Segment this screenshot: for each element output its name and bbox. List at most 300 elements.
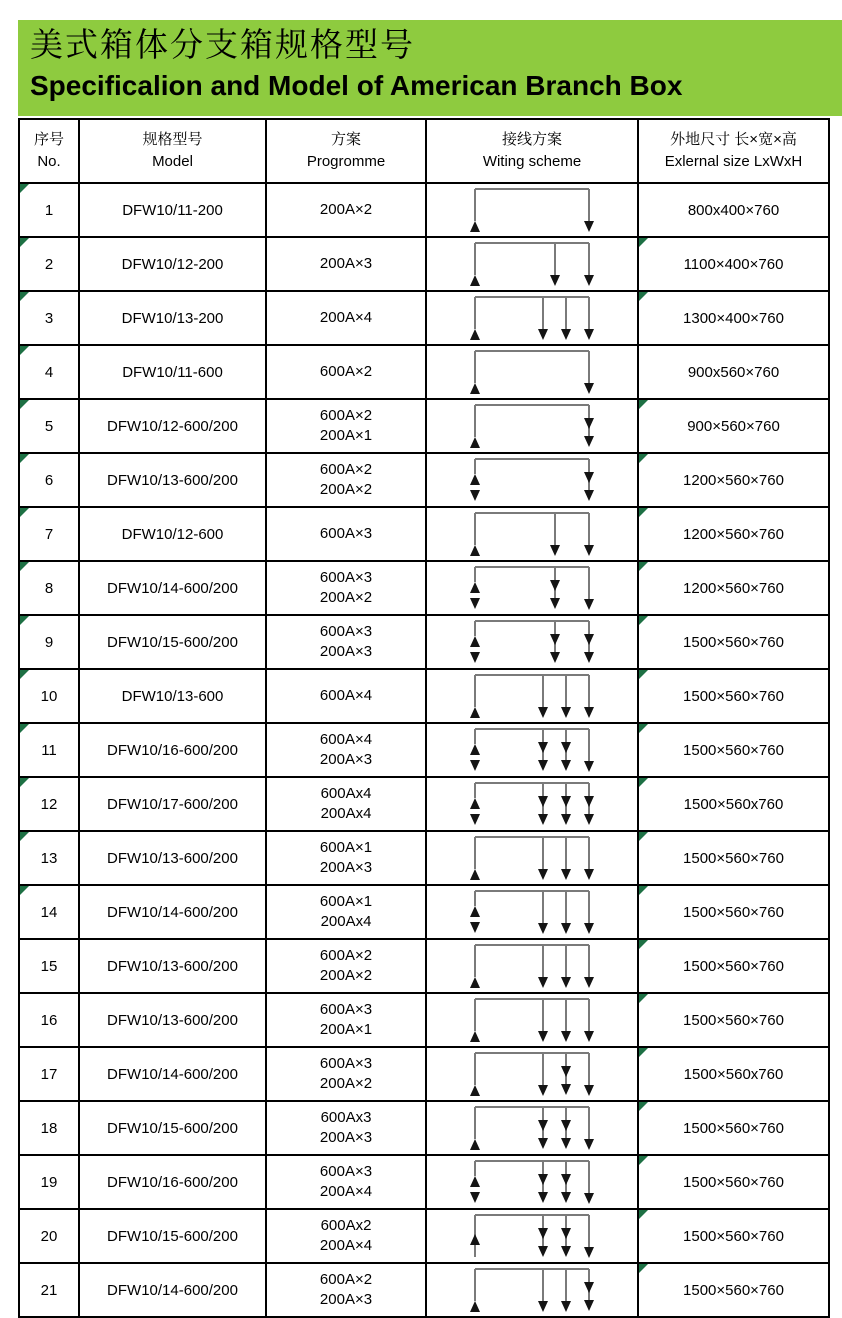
size-cell: [638, 993, 829, 1047]
no-cell: [19, 291, 79, 345]
wiring-cell: [426, 885, 638, 939]
model-cell: [79, 507, 266, 561]
size-cell: [638, 777, 829, 831]
programme-line: 600A×3: [319, 569, 373, 586]
model-value: DFW10/14-600/200: [107, 1281, 238, 1299]
wiring-cell: [426, 1209, 638, 1263]
cell-corner-marker: [639, 778, 648, 787]
wiring-diagram-graphic: [467, 1048, 597, 1100]
wiring-diagram-graphic: [467, 184, 597, 236]
cell-corner-marker: [20, 724, 29, 733]
no-cell: [19, 1209, 79, 1263]
cell-corner-marker: [20, 886, 29, 895]
model-cell: [79, 561, 266, 615]
cell-corner-marker: [639, 1048, 648, 1057]
size-cell: [638, 345, 829, 399]
programme-cell: [266, 1047, 426, 1101]
no-cell: [19, 615, 79, 669]
wiring-cell: [426, 831, 638, 885]
row-number: 17: [40, 1065, 58, 1083]
cell-corner-marker: [639, 670, 648, 679]
size-cell: [638, 723, 829, 777]
table-row-14: [19, 885, 829, 939]
wiring-diagram-graphic: [467, 616, 597, 668]
no-cell: [19, 669, 79, 723]
wiring-cell: [426, 453, 638, 507]
spec-table-body: [19, 183, 829, 1317]
programme-line: 600A×2: [319, 407, 373, 424]
table-row-13: [19, 831, 829, 885]
size-cell: [638, 1209, 829, 1263]
table-row-21: [19, 1263, 829, 1317]
model-value: DFW10/16-600/200: [107, 1173, 238, 1191]
programme-line: 200A×3: [319, 859, 373, 876]
table-row-3: [19, 291, 829, 345]
row-number: 9: [44, 633, 54, 651]
no-cell: [19, 399, 79, 453]
size-cell: [638, 237, 829, 291]
programme-line: 600A×3: [319, 1055, 373, 1072]
row-number: 18: [40, 1119, 58, 1137]
row-number: 12: [40, 795, 58, 813]
wiring-diagram-graphic: [467, 508, 597, 560]
table-row-1: [19, 183, 829, 237]
model-value: DFW10/13-600: [121, 687, 224, 705]
programme-cell: [266, 669, 426, 723]
cell-corner-marker: [639, 562, 648, 571]
model-cell: [79, 1209, 266, 1263]
model-value: DFW10/13-600/200: [107, 849, 238, 867]
wiring-diagram-graphic: [467, 940, 597, 992]
no-cell: [19, 345, 79, 399]
header-no-en: No.: [37, 153, 61, 170]
row-number: 11: [41, 741, 57, 759]
table-row-10: [19, 669, 829, 723]
row-number: 21: [40, 1281, 58, 1299]
size-cell: [638, 615, 829, 669]
model-cell: [79, 1047, 266, 1101]
size-value: 800x400×760: [687, 201, 780, 219]
header-no: [19, 119, 79, 183]
table-row-17: [19, 1047, 829, 1101]
model-value: DFW10/17-600/200: [107, 795, 238, 813]
cell-corner-marker: [639, 1264, 648, 1273]
size-cell: [638, 183, 829, 237]
header-size-zh: 外地尺寸 长×宽×高: [670, 131, 797, 148]
row-number: 6: [44, 471, 54, 489]
wiring-cell: [426, 939, 638, 993]
wiring-cell: [426, 669, 638, 723]
programme-line: 200Ax4: [320, 805, 372, 822]
row-number: 3: [44, 309, 54, 327]
wiring-cell: [426, 183, 638, 237]
model-value: DFW10/16-600/200: [107, 741, 238, 759]
wiring-diagram-graphic: [467, 400, 597, 452]
size-cell: [638, 507, 829, 561]
size-value: 1500×560×760: [683, 957, 784, 975]
no-cell: [19, 237, 79, 291]
no-cell: [19, 777, 79, 831]
wiring-cell: [426, 507, 638, 561]
size-value: 1100×400×760: [683, 255, 784, 273]
model-value: DFW10/12-600/200: [107, 417, 238, 435]
wiring-cell: [426, 237, 638, 291]
row-number: 1: [44, 201, 54, 219]
table-row-15: [19, 939, 829, 993]
programme-line: 600A×3: [319, 1001, 373, 1018]
row-number: 20: [40, 1227, 58, 1245]
model-cell: [79, 939, 266, 993]
programme-line: 200A×3: [319, 751, 373, 768]
no-cell: [19, 183, 79, 237]
table-row-5: [19, 399, 829, 453]
table-row-18: [19, 1101, 829, 1155]
programme-line: 200A×3: [319, 1291, 373, 1308]
table-row-7: [19, 507, 829, 561]
row-number: 7: [44, 525, 54, 543]
wiring-diagram-graphic: [467, 346, 597, 398]
programme-line: 200Ax4: [320, 913, 372, 930]
model-value: DFW10/14-600/200: [107, 1065, 238, 1083]
no-cell: [19, 453, 79, 507]
cell-corner-marker: [20, 400, 29, 409]
model-cell: [79, 1263, 266, 1317]
model-cell: [79, 885, 266, 939]
wiring-cell: [426, 399, 638, 453]
model-cell: [79, 183, 266, 237]
model-cell: [79, 669, 266, 723]
wiring-diagram-graphic: [467, 292, 597, 344]
cell-corner-marker: [639, 292, 648, 301]
no-cell: [19, 993, 79, 1047]
size-value: 1500×560×760: [683, 633, 784, 651]
programme-line: 200A×2: [319, 589, 373, 606]
wiring-cell: [426, 1263, 638, 1317]
wiring-diagram-graphic: [467, 832, 597, 884]
row-number: 8: [44, 579, 54, 597]
programme-line: 200A×3: [319, 255, 373, 272]
header-model-zh: 规格型号: [142, 131, 203, 148]
cell-corner-marker: [639, 454, 648, 463]
wiring-diagram-graphic: [467, 1102, 597, 1154]
size-value: 1500×560×760: [683, 1227, 784, 1245]
cell-corner-marker: [20, 292, 29, 301]
cell-corner-marker: [20, 562, 29, 571]
header-row: [19, 119, 829, 183]
programme-line: 600A×1: [319, 893, 373, 910]
programme-line: 600A×1: [319, 839, 373, 856]
no-cell: [19, 1155, 79, 1209]
cell-corner-marker: [639, 886, 648, 895]
cell-corner-marker: [639, 1102, 648, 1111]
table-row-6: [19, 453, 829, 507]
model-cell: [79, 399, 266, 453]
no-cell: [19, 1047, 79, 1101]
programme-line: 600A×2: [319, 461, 373, 478]
no-cell: [19, 507, 79, 561]
row-number: 4: [44, 363, 54, 381]
programme-cell: [266, 183, 426, 237]
size-cell: [638, 399, 829, 453]
size-value: 1500×560×760: [683, 903, 784, 921]
wiring-diagram-graphic: [467, 670, 597, 722]
programme-cell: [266, 615, 426, 669]
model-cell: [79, 723, 266, 777]
model-value: DFW10/15-600/200: [107, 1119, 238, 1137]
wiring-cell: [426, 291, 638, 345]
table-row-20: [19, 1209, 829, 1263]
row-number: 5: [44, 417, 54, 435]
wiring-cell: [426, 1101, 638, 1155]
cell-corner-marker: [639, 1156, 648, 1165]
header-model: [79, 119, 266, 183]
programme-line: 200A×3: [319, 643, 373, 660]
table-row-2: [19, 237, 829, 291]
size-cell: [638, 669, 829, 723]
row-number: 13: [40, 849, 58, 867]
programme-line: 600A×2: [319, 1271, 373, 1288]
no-cell: [19, 561, 79, 615]
spec-table-container: [18, 118, 830, 1318]
programme-line: 600A×2: [319, 947, 373, 964]
programme-cell: [266, 507, 426, 561]
programme-cell: [266, 723, 426, 777]
programme-cell: [266, 831, 426, 885]
size-cell: [638, 1047, 829, 1101]
wiring-cell: [426, 1155, 638, 1209]
cell-corner-marker: [639, 400, 648, 409]
programme-line: 200A×3: [319, 1129, 373, 1146]
size-value: 900×560×760: [687, 417, 780, 435]
programme-cell: [266, 237, 426, 291]
title-banner: [18, 20, 842, 116]
table-row-11: [19, 723, 829, 777]
model-value: DFW10/11-200: [122, 201, 223, 219]
size-value: 900x560×760: [687, 363, 780, 381]
programme-line: 600A×4: [319, 731, 373, 748]
size-value: 1300×400×760: [683, 309, 784, 327]
size-cell: [638, 831, 829, 885]
programme-line: 200A×4: [319, 309, 373, 326]
table-row-8: [19, 561, 829, 615]
programme-line: 200A×1: [319, 1021, 373, 1038]
programme-cell: [266, 1209, 426, 1263]
programme-line: 200A×2: [319, 201, 373, 218]
wiring-diagram-graphic: [467, 724, 597, 776]
cell-corner-marker: [639, 616, 648, 625]
no-cell: [19, 1263, 79, 1317]
model-value: DFW10/12-200: [121, 255, 224, 273]
model-cell: [79, 291, 266, 345]
page-title-english: Specificalion and Model of American Branch Box: [30, 70, 683, 101]
programme-cell: [266, 291, 426, 345]
row-number: 15: [40, 957, 58, 975]
wiring-cell: [426, 777, 638, 831]
size-value: 1200×560×760: [683, 471, 784, 489]
programme-line: 600A×3: [319, 525, 373, 542]
table-row-12: [19, 777, 829, 831]
programme-cell: [266, 399, 426, 453]
programme-line: 200A×2: [319, 481, 373, 498]
model-value: DFW10/13-600/200: [107, 957, 238, 975]
row-number: 14: [40, 903, 58, 921]
programme-line: 600Ax3: [320, 1109, 372, 1126]
model-value: DFW10/14-600/200: [107, 903, 238, 921]
programme-line: 200A×4: [319, 1183, 373, 1200]
wiring-diagram-graphic: [467, 454, 597, 506]
cell-corner-marker: [20, 832, 29, 841]
model-cell: [79, 237, 266, 291]
wiring-cell: [426, 345, 638, 399]
size-value: 1500×560x760: [683, 795, 784, 813]
programme-cell: [266, 993, 426, 1047]
programme-line: 200A×2: [319, 967, 373, 984]
programme-line: 600A×3: [319, 623, 373, 640]
wiring-diagram-graphic: [467, 994, 597, 1046]
cell-corner-marker: [639, 940, 648, 949]
model-cell: [79, 1155, 266, 1209]
cell-corner-marker: [639, 994, 648, 1003]
model-value: DFW10/11-600: [122, 363, 223, 381]
size-cell: [638, 885, 829, 939]
cell-corner-marker: [639, 724, 648, 733]
size-cell: [638, 291, 829, 345]
model-value: DFW10/12-600: [121, 525, 224, 543]
table-row-9: [19, 615, 829, 669]
size-value: 1500×560×760: [683, 849, 784, 867]
cell-corner-marker: [20, 508, 29, 517]
table-row-16: [19, 993, 829, 1047]
programme-cell: [266, 453, 426, 507]
wiring-cell: [426, 723, 638, 777]
size-value: 1500×560×760: [683, 1011, 784, 1029]
row-number: 2: [44, 255, 54, 273]
row-number: 19: [40, 1173, 58, 1191]
model-cell: [79, 1101, 266, 1155]
wiring-diagram-graphic: [467, 562, 597, 614]
size-cell: [638, 1263, 829, 1317]
header-wiring-zh: 接线方案: [501, 131, 562, 148]
programme-cell: [266, 345, 426, 399]
programme-cell: [266, 777, 426, 831]
table-header: [19, 119, 829, 183]
cell-corner-marker: [20, 238, 29, 247]
header-model-en: Model: [152, 153, 193, 170]
wiring-cell: [426, 993, 638, 1047]
model-cell: [79, 345, 266, 399]
model-cell: [79, 993, 266, 1047]
size-cell: [638, 939, 829, 993]
size-value: 1500×560×760: [683, 687, 784, 705]
header-programme-en: Progromme: [306, 153, 386, 170]
size-cell: [638, 453, 829, 507]
size-value: 1500×560×760: [683, 1119, 784, 1137]
programme-cell: [266, 561, 426, 615]
size-value: 1200×560×760: [683, 525, 784, 543]
header-programme: [266, 119, 426, 183]
cell-corner-marker: [20, 346, 29, 355]
wiring-cell: [426, 561, 638, 615]
no-cell: [19, 939, 79, 993]
header-size-en: Exlernal size LxWxH: [664, 153, 803, 170]
size-cell: [638, 561, 829, 615]
programme-line: 200A×2: [319, 1075, 373, 1092]
table-row-19: [19, 1155, 829, 1209]
size-value: 1200×560×760: [683, 579, 784, 597]
programme-line: 600A×2: [319, 363, 373, 380]
programme-line: 600Ax2: [320, 1217, 372, 1234]
cell-corner-marker: [20, 454, 29, 463]
cell-corner-marker: [639, 1210, 648, 1219]
model-cell: [79, 831, 266, 885]
model-cell: [79, 453, 266, 507]
no-cell: [19, 885, 79, 939]
cell-corner-marker: [639, 508, 648, 517]
row-number: 10: [40, 687, 58, 705]
header-external-size: [638, 119, 829, 183]
size-cell: [638, 1155, 829, 1209]
programme-line: 200A×4: [319, 1237, 373, 1254]
programme-cell: [266, 1263, 426, 1317]
programme-line: 200A×1: [319, 427, 373, 444]
wiring-diagram-graphic: [467, 1210, 597, 1262]
model-value: DFW10/15-600/200: [107, 1227, 238, 1245]
size-value: 1500×560×760: [683, 741, 784, 759]
model-value: DFW10/15-600/200: [107, 633, 238, 651]
model-value: DFW10/13-200: [121, 309, 224, 327]
programme-cell: [266, 939, 426, 993]
programme-cell: [266, 885, 426, 939]
no-cell: [19, 723, 79, 777]
header-programme-zh: 方案: [330, 131, 361, 148]
wiring-cell: [426, 615, 638, 669]
model-cell: [79, 615, 266, 669]
header-wiring-en: Witing scheme: [482, 153, 582, 170]
size-cell: [638, 1101, 829, 1155]
table-row-4: [19, 345, 829, 399]
model-value: DFW10/13-600/200: [107, 471, 238, 489]
model-cell: [79, 777, 266, 831]
model-value: DFW10/13-600/200: [107, 1011, 238, 1029]
cell-corner-marker: [20, 616, 29, 625]
cell-corner-marker: [20, 670, 29, 679]
programme-cell: [266, 1101, 426, 1155]
cell-corner-marker: [20, 184, 29, 193]
programme-line: 600Ax4: [320, 785, 372, 802]
header-wiring-scheme: [426, 119, 638, 183]
cell-corner-marker: [639, 832, 648, 841]
size-value: 1500×560x760: [683, 1065, 784, 1083]
wiring-diagram-graphic: [467, 886, 597, 938]
programme-cell: [266, 1155, 426, 1209]
programme-line: 600A×4: [319, 687, 373, 704]
header-no-zh: 序号: [33, 131, 64, 148]
no-cell: [19, 831, 79, 885]
cell-corner-marker: [20, 778, 29, 787]
page-title-chinese: 美式箱体分支箱规格型号: [30, 28, 415, 64]
wiring-diagram-graphic: [467, 1264, 597, 1316]
spec-table: [18, 118, 830, 1318]
programme-line: 600A×3: [319, 1163, 373, 1180]
wiring-diagram-graphic: [467, 238, 597, 290]
row-number: 16: [40, 1011, 58, 1029]
cell-corner-marker: [639, 238, 648, 247]
wiring-cell: [426, 1047, 638, 1101]
size-value: 1500×560×760: [683, 1173, 784, 1191]
wiring-diagram-graphic: [467, 1156, 597, 1208]
model-value: DFW10/14-600/200: [107, 579, 238, 597]
no-cell: [19, 1101, 79, 1155]
